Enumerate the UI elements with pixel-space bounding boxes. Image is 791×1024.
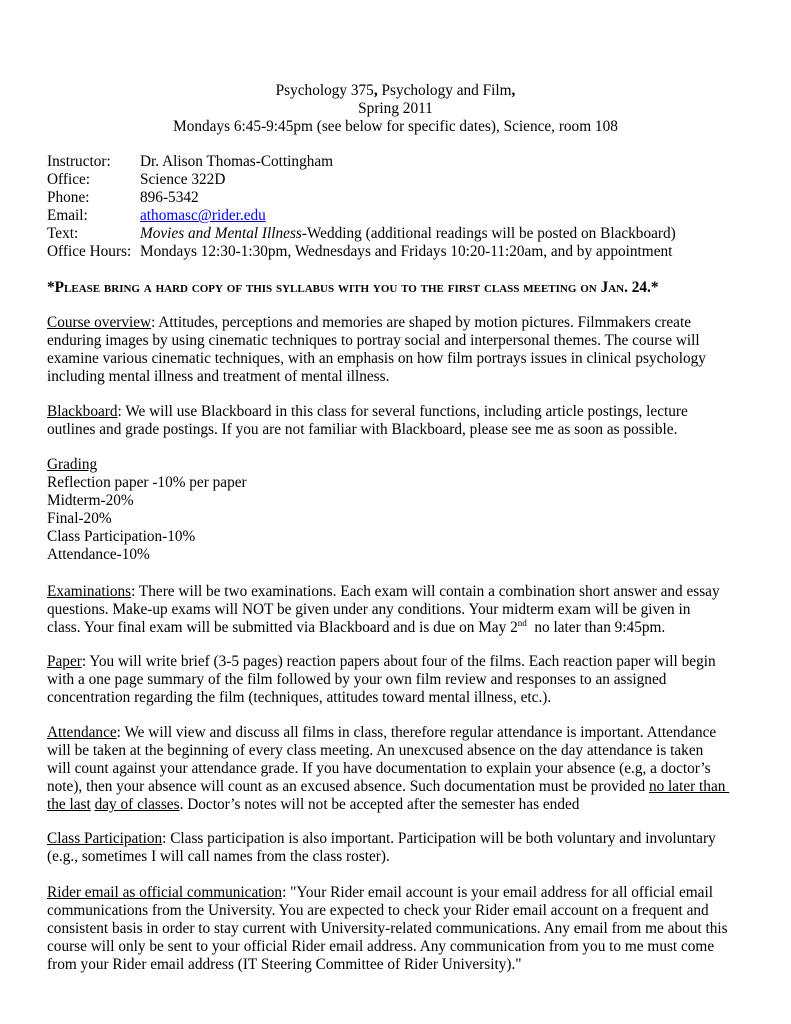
section-grading xyxy=(47,456,247,564)
info-label: Text: xyxy=(47,225,79,242)
section-heading: Grading xyxy=(47,456,98,473)
course-number: Psychology 375 xyxy=(275,82,374,99)
section-attendance: Attendance: We will view and discuss all films in class, therefore regular attendance is important. Attendance will be taken at the beginning of every class meeting. An unexcused absence on the day attendance is taken will count against your attendance grade. If you have documentation to explain your absence (e.g, a doctor’s note), then your absence will count as an excused absence. Such documentation must be provided no later than the last day of classes. Doctor’s notes will not be accepted after the semester has ended xyxy=(47,724,730,813)
instructor-name: Dr. Alison Thomas-Cottingham xyxy=(140,153,334,170)
section-course-overview: Course overview: Attitudes, perceptions and memories are shaped by motion pictures. Filmmakers create enduring images by using cinematic techniques to portray social and interpersonal themes. The course will examine various cinematic techniques, with an emphasis on how film portrays issues in clinical psychology including mental illness and treatment of mental illness. xyxy=(47,314,706,385)
section-heading: Examinations xyxy=(47,583,132,600)
course-name: Psychology and Film xyxy=(377,82,512,99)
info-row-email xyxy=(47,207,676,225)
course-title-line: Psychology 375, Psychology and Film, xyxy=(275,82,516,99)
textbook-details: -Wedding (additional readings will be posted on Blackboard) xyxy=(301,225,676,242)
section-paper: Paper: You will write brief (3-5 pages) reaction papers about four of the films. Each reaction paper will begin with a one page summary of the film followed by your own film review and responses to an assigned concentration regarding the film (techniques, attitudes toward mental illness, etc.). xyxy=(47,653,716,706)
phone-number: 896-5342 xyxy=(140,189,199,206)
section-heading: Class Participation xyxy=(47,830,163,847)
info-label: Phone: xyxy=(47,189,90,206)
grading-item: Final-20% xyxy=(47,510,112,527)
grading-item: Class Participation-10% xyxy=(47,528,196,545)
office-hours: Mondays 12:30-1:30pm, Wednesdays and Fridays 10:20-11:20am, and by appointment xyxy=(140,243,673,260)
info-row-instructor xyxy=(47,153,676,171)
section-heading: Rider email as official communication xyxy=(47,884,283,901)
section-heading: Course overview xyxy=(47,314,152,331)
section-blackboard: Blackboard: We will use Blackboard in this class for several functions, including article postings, lecture outlines and grade postings. If you are not familiar with Blackboard, please see me as soon as possible. xyxy=(47,403,688,438)
grading-item: Attendance-10% xyxy=(47,546,150,563)
textbook-title: Movies and Mental Illness xyxy=(140,225,302,242)
grading-item: Midterm-20% xyxy=(47,492,134,509)
course-schedule: Mondays 6:45-9:45pm (see below for specific dates), Science, room 108 xyxy=(173,118,618,135)
section-heading: Attendance xyxy=(47,724,117,741)
info-row-office-hours xyxy=(47,243,676,261)
instructor-info xyxy=(47,153,676,261)
section-heading: Paper xyxy=(47,653,82,670)
section-heading: Blackboard xyxy=(47,403,118,420)
textbook xyxy=(140,225,676,243)
syllabus-notice: *Please bring a hard copy of this syllabus with you to the first class meeting on Jan. 24.* xyxy=(47,279,659,296)
email-link[interactable]: athomasc@rider.edu xyxy=(140,207,266,224)
course-header xyxy=(0,82,791,136)
info-label: Email: xyxy=(47,207,88,224)
info-row-office xyxy=(47,171,676,189)
info-label: Office: xyxy=(47,171,91,188)
course-term: Spring 2011 xyxy=(358,100,433,117)
info-row-phone xyxy=(47,189,676,207)
office-location: Science 322D xyxy=(140,171,226,188)
section-examinations: Examinations: There will be two examinations. Each exam will contain a combination short answer and essay questions. Make-up exams will NOT be given under any conditions. Your midterm exam will be given in class. Your final exam will be submitted via Blackboard and is due on May 2nd no later than 9:45pm. xyxy=(47,583,720,636)
section-class-participation: Class Participation: Class participation is also important. Participation will be both voluntary and involuntary (e.g., sometimes I will call names from the class roster). xyxy=(47,830,716,865)
info-label: Office Hours: xyxy=(47,243,132,260)
section-email-policy: Rider email as official communication: "Your Rider email account is your email address for all official email communications from the University. You are expected to check your Rider email account on a frequent and consistent basis in order to stay current with University-related communications. Any email from me about this course will only be sent to your official Rider email address. Any communication from you to me must come from your Rider email address (IT Steering Committee of Rider University)." xyxy=(47,884,728,973)
grading-item: Reflection paper -10% per paper xyxy=(47,474,247,491)
info-label: Instructor: xyxy=(47,153,111,170)
info-row-text xyxy=(47,225,676,243)
